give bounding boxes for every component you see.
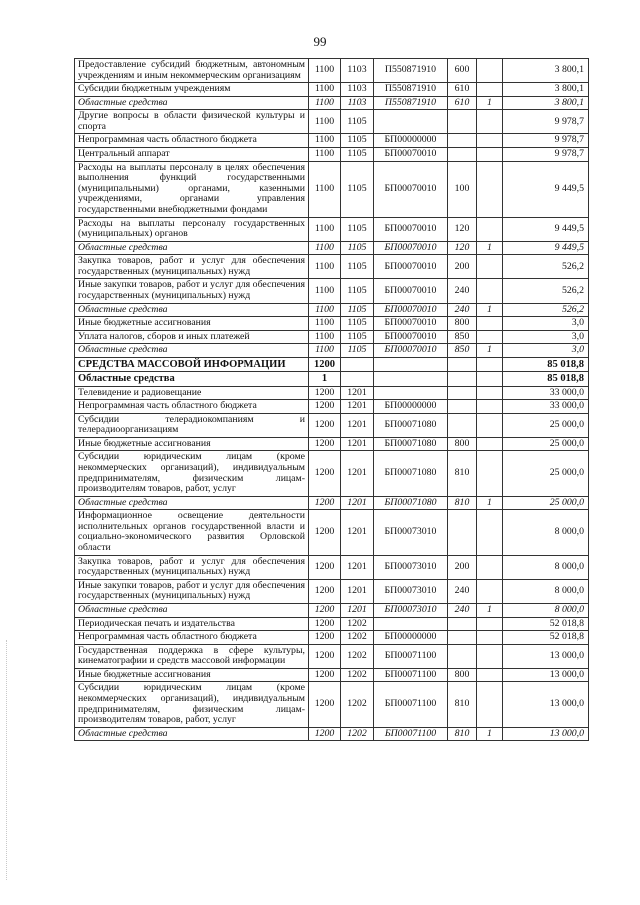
cell-funding-source xyxy=(477,330,503,344)
table-row xyxy=(75,386,589,400)
cell-expense-type: 610 xyxy=(448,96,477,110)
cell-section: 1200 xyxy=(309,603,341,617)
cell-amount: 526,2 xyxy=(503,279,589,303)
cell-target-item: БП00000000 xyxy=(374,134,448,148)
cell-section: 1100 xyxy=(309,110,341,134)
cell-name: Расходы на выплаты персоналу государственных (муниципальных) органов xyxy=(75,217,309,241)
cell-target-item: БП00070010 xyxy=(374,303,448,317)
cell-section: 1100 xyxy=(309,161,341,217)
cell-section: 1100 xyxy=(309,241,341,255)
cell-amount: 8 000,0 xyxy=(503,579,589,603)
cell-subsection: 1103 xyxy=(341,59,374,83)
cell-subsection: 1201 xyxy=(341,555,374,579)
cell-expense-type xyxy=(448,386,477,400)
cell-expense-type: 120 xyxy=(448,217,477,241)
cell-name: Областные средства xyxy=(75,344,309,358)
cell-funding-source: 1 xyxy=(477,344,503,358)
cell-funding-source xyxy=(477,437,503,451)
cell-funding-source xyxy=(477,644,503,668)
cell-expense-type xyxy=(448,413,477,437)
cell-name: Центральный аппарат xyxy=(75,148,309,162)
cell-subsection: 1105 xyxy=(341,279,374,303)
table-row xyxy=(75,510,589,555)
cell-name: Государственная поддержка в сфере культуры, кинематографии и средств массовой информации xyxy=(75,644,309,668)
cell-section: 1100 xyxy=(309,303,341,317)
cell-amount: 3,0 xyxy=(503,344,589,358)
cell-funding-source xyxy=(477,83,503,97)
cell-expense-type: 240 xyxy=(448,579,477,603)
cell-amount: 25 000,0 xyxy=(503,496,589,510)
cell-expense-type xyxy=(448,631,477,645)
table-row xyxy=(75,357,589,371)
table-row xyxy=(75,241,589,255)
cell-target-item: БП00071100 xyxy=(374,644,448,668)
cell-funding-source: 1 xyxy=(477,96,503,110)
cell-target-item: БП00071080 xyxy=(374,496,448,510)
cell-subsection: 1201 xyxy=(341,386,374,400)
table-row xyxy=(75,279,589,303)
cell-target-item: П550871910 xyxy=(374,83,448,97)
cell-amount: 9 978,7 xyxy=(503,134,589,148)
cell-target-item: БП00071080 xyxy=(374,451,448,496)
table-row xyxy=(75,317,589,331)
cell-amount: 8 000,0 xyxy=(503,603,589,617)
cell-name: Иные бюджетные ассигнования xyxy=(75,668,309,682)
cell-amount: 9 449,5 xyxy=(503,241,589,255)
cell-section: 1200 xyxy=(309,617,341,631)
cell-section: 1200 xyxy=(309,451,341,496)
cell-funding-source xyxy=(477,217,503,241)
cell-funding-source xyxy=(477,617,503,631)
cell-subsection: 1201 xyxy=(341,510,374,555)
cell-target-item: П550871910 xyxy=(374,96,448,110)
cell-funding-source xyxy=(477,372,503,386)
cell-funding-source: 1 xyxy=(477,727,503,741)
cell-subsection: 1202 xyxy=(341,682,374,727)
cell-expense-type: 810 xyxy=(448,451,477,496)
cell-target-item: БП00071100 xyxy=(374,668,448,682)
cell-name: Периодическая печать и издательства xyxy=(75,617,309,631)
cell-amount: 9 978,7 xyxy=(503,148,589,162)
table-row xyxy=(75,451,589,496)
cell-funding-source: 1 xyxy=(477,241,503,255)
cell-target-item: БП00071080 xyxy=(374,437,448,451)
cell-subsection: 1201 xyxy=(341,413,374,437)
table-row xyxy=(75,437,589,451)
cell-name: Уплата налогов, сборов и иных платежей xyxy=(75,330,309,344)
cell-section: 1200 xyxy=(309,727,341,741)
cell-funding-source xyxy=(477,400,503,414)
cell-section: 1200 xyxy=(309,668,341,682)
cell-section: 1100 xyxy=(309,83,341,97)
cell-name: Областные средства xyxy=(75,96,309,110)
cell-section: 1100 xyxy=(309,59,341,83)
cell-section: 1100 xyxy=(309,148,341,162)
cell-funding-source xyxy=(477,555,503,579)
cell-target-item: БП00000000 xyxy=(374,631,448,645)
cell-target-item: БП00073010 xyxy=(374,579,448,603)
cell-section: 1200 xyxy=(309,437,341,451)
cell-subsection: 1202 xyxy=(341,617,374,631)
budget-table xyxy=(74,58,589,741)
margin-dots xyxy=(6,640,9,880)
cell-name: Телевидение и радиовещание xyxy=(75,386,309,400)
cell-name: Иные закупки товаров, работ и услуг для обеспечения государственных (муниципальных) нужд xyxy=(75,279,309,303)
cell-subsection: 1201 xyxy=(341,437,374,451)
cell-target-item: БП00070010 xyxy=(374,161,448,217)
cell-expense-type xyxy=(448,357,477,371)
cell-amount: 8 000,0 xyxy=(503,555,589,579)
cell-funding-source xyxy=(477,255,503,279)
cell-target-item xyxy=(374,357,448,371)
cell-section: 1100 xyxy=(309,279,341,303)
cell-name: Предоставление субсидий бюджетным, автономным учреждениям и иным некоммерческим организациям xyxy=(75,59,309,83)
cell-name: СРЕДСТВА МАССОВОЙ ИНФОРМАЦИИ xyxy=(75,357,309,371)
cell-expense-type: 800 xyxy=(448,437,477,451)
cell-target-item: БП00073010 xyxy=(374,603,448,617)
cell-amount: 25 000,0 xyxy=(503,437,589,451)
cell-amount: 8 000,0 xyxy=(503,510,589,555)
cell-target-item: БП00071100 xyxy=(374,682,448,727)
cell-target-item: БП00000000 xyxy=(374,400,448,414)
cell-funding-source xyxy=(477,579,503,603)
cell-section: 1100 xyxy=(309,134,341,148)
cell-section: 1100 xyxy=(309,217,341,241)
cell-subsection: 1202 xyxy=(341,727,374,741)
cell-subsection: 1201 xyxy=(341,579,374,603)
cell-expense-type: 850 xyxy=(448,344,477,358)
cell-target-item: БП00070010 xyxy=(374,330,448,344)
cell-section: 1100 xyxy=(309,344,341,358)
table-row xyxy=(75,148,589,162)
cell-target-item xyxy=(374,386,448,400)
cell-target-item: БП00070010 xyxy=(374,279,448,303)
cell-subsection xyxy=(341,357,374,371)
cell-funding-source xyxy=(477,110,503,134)
cell-amount: 52 018,8 xyxy=(503,631,589,645)
cell-funding-source xyxy=(477,631,503,645)
table-row xyxy=(75,682,589,727)
cell-subsection: 1202 xyxy=(341,631,374,645)
cell-subsection: 1105 xyxy=(341,303,374,317)
cell-name: Субсидии телерадиокомпаниям и телерадиоорганизациям xyxy=(75,413,309,437)
cell-amount: 3 800,1 xyxy=(503,83,589,97)
table-row xyxy=(75,161,589,217)
cell-subsection: 1105 xyxy=(341,255,374,279)
cell-section: 1200 xyxy=(309,496,341,510)
cell-name: Субсидии юридическим лицам (кроме некоммерческих организаций), индивидуальным предпринимателям, физическим лицам-производителям товаров, работ, услуг xyxy=(75,682,309,727)
cell-name: Закупка товаров, работ и услуг для обеспечения государственных (муниципальных) нужд xyxy=(75,555,309,579)
cell-amount: 13 000,0 xyxy=(503,668,589,682)
cell-expense-type xyxy=(448,134,477,148)
cell-amount: 3,0 xyxy=(503,317,589,331)
cell-section: 1100 xyxy=(309,96,341,110)
cell-name: Расходы на выплаты персоналу в целях обеспечения выполнения функций государственными (муниципальными) органами, казенными учреждениями, органами управления государственными внебюджетными фондами xyxy=(75,161,309,217)
cell-expense-type: 810 xyxy=(448,496,477,510)
cell-expense-type: 100 xyxy=(448,161,477,217)
cell-funding-source xyxy=(477,59,503,83)
cell-subsection: 1103 xyxy=(341,96,374,110)
table-row xyxy=(75,372,589,386)
cell-expense-type: 600 xyxy=(448,59,477,83)
cell-funding-source xyxy=(477,510,503,555)
cell-expense-type xyxy=(448,400,477,414)
cell-amount: 33 000,0 xyxy=(503,400,589,414)
cell-funding-source xyxy=(477,682,503,727)
cell-name: Непрограммная часть областного бюджета xyxy=(75,631,309,645)
cell-funding-source: 1 xyxy=(477,496,503,510)
cell-name: Иные бюджетные ассигнования xyxy=(75,317,309,331)
cell-amount: 9 978,7 xyxy=(503,110,589,134)
cell-expense-type: 200 xyxy=(448,255,477,279)
cell-amount: 25 000,0 xyxy=(503,451,589,496)
cell-target-item: БП00070010 xyxy=(374,241,448,255)
cell-funding-source xyxy=(477,161,503,217)
cell-funding-source xyxy=(477,413,503,437)
cell-target-item xyxy=(374,372,448,386)
cell-section: 1200 xyxy=(309,644,341,668)
cell-subsection: 1105 xyxy=(341,148,374,162)
table-row xyxy=(75,83,589,97)
cell-section: 1100 xyxy=(309,255,341,279)
cell-expense-type: 810 xyxy=(448,682,477,727)
cell-subsection: 1201 xyxy=(341,400,374,414)
cell-name: Субсидии юридическим лицам (кроме некоммерческих организаций), индивидуальным предпринимателям, физическим лицам-производителям товаров, работ, услуг xyxy=(75,451,309,496)
cell-amount: 13 000,0 xyxy=(503,644,589,668)
table-row xyxy=(75,617,589,631)
table-row xyxy=(75,603,589,617)
cell-subsection xyxy=(341,372,374,386)
cell-subsection: 1105 xyxy=(341,344,374,358)
cell-subsection: 1201 xyxy=(341,451,374,496)
cell-funding-source xyxy=(477,668,503,682)
cell-amount: 13 000,0 xyxy=(503,727,589,741)
cell-target-item: БП00070010 xyxy=(374,217,448,241)
cell-expense-type: 240 xyxy=(448,303,477,317)
cell-amount: 85 018,8 xyxy=(503,372,589,386)
cell-expense-type: 240 xyxy=(448,603,477,617)
cell-expense-type xyxy=(448,510,477,555)
cell-expense-type xyxy=(448,617,477,631)
table-row xyxy=(75,579,589,603)
cell-name: Информационное освещение деятельности исполнительных органов государственной власти и социально-экономического развития Орловской области xyxy=(75,510,309,555)
cell-section: 1200 xyxy=(309,413,341,437)
table-row xyxy=(75,631,589,645)
cell-expense-type xyxy=(448,372,477,386)
cell-amount: 3 800,1 xyxy=(503,59,589,83)
cell-funding-source xyxy=(477,357,503,371)
cell-funding-source: 1 xyxy=(477,603,503,617)
cell-subsection: 1105 xyxy=(341,317,374,331)
cell-subsection: 1105 xyxy=(341,330,374,344)
cell-amount: 13 000,0 xyxy=(503,682,589,727)
cell-name: Непрограммная часть областного бюджета xyxy=(75,400,309,414)
cell-amount: 9 449,5 xyxy=(503,161,589,217)
cell-amount: 3 800,1 xyxy=(503,96,589,110)
cell-expense-type xyxy=(448,644,477,668)
cell-target-item: БП00073010 xyxy=(374,510,448,555)
cell-amount: 33 000,0 xyxy=(503,386,589,400)
cell-target-item: БП00070010 xyxy=(374,344,448,358)
cell-expense-type: 800 xyxy=(448,317,477,331)
cell-name: Областные средства xyxy=(75,727,309,741)
cell-name: Областные средства xyxy=(75,303,309,317)
cell-name: Областные средства xyxy=(75,603,309,617)
table-row xyxy=(75,217,589,241)
cell-section: 1200 xyxy=(309,357,341,371)
cell-target-item: БП00070010 xyxy=(374,317,448,331)
cell-name: Другие вопросы в области физической культуры и спорта xyxy=(75,110,309,134)
table-row xyxy=(75,255,589,279)
cell-name: Закупка товаров, работ и услуг для обеспечения государственных (муниципальных) нужд xyxy=(75,255,309,279)
cell-amount: 3,0 xyxy=(503,330,589,344)
cell-subsection: 1201 xyxy=(341,603,374,617)
cell-target-item: БП00070010 xyxy=(374,255,448,279)
table-row xyxy=(75,110,589,134)
cell-subsection: 1201 xyxy=(341,496,374,510)
cell-section: 1100 xyxy=(309,317,341,331)
cell-target-item: БП00071100 xyxy=(374,727,448,741)
cell-section: 1200 xyxy=(309,682,341,727)
cell-subsection: 1202 xyxy=(341,668,374,682)
table-row xyxy=(75,496,589,510)
table-row xyxy=(75,344,589,358)
cell-expense-type: 800 xyxy=(448,668,477,682)
cell-funding-source xyxy=(477,386,503,400)
cell-funding-source: 1 xyxy=(477,303,503,317)
cell-section: 1200 xyxy=(309,631,341,645)
cell-target-item: БП00070010 xyxy=(374,148,448,162)
cell-expense-type: 810 xyxy=(448,727,477,741)
cell-expense-type: 120 xyxy=(448,241,477,255)
cell-expense-type xyxy=(448,110,477,134)
table-row xyxy=(75,59,589,83)
cell-name: Непрограммная часть областного бюджета xyxy=(75,134,309,148)
cell-funding-source xyxy=(477,134,503,148)
cell-section: 1200 xyxy=(309,579,341,603)
cell-subsection: 1105 xyxy=(341,217,374,241)
cell-name: Иные бюджетные ассигнования xyxy=(75,437,309,451)
cell-section: 1200 xyxy=(309,400,341,414)
cell-subsection: 1105 xyxy=(341,241,374,255)
cell-expense-type: 610 xyxy=(448,83,477,97)
cell-amount: 526,2 xyxy=(503,303,589,317)
cell-amount: 9 449,5 xyxy=(503,217,589,241)
cell-name: Областные средства xyxy=(75,372,309,386)
cell-target-item xyxy=(374,110,448,134)
cell-subsection: 1105 xyxy=(341,134,374,148)
cell-name: Субсидии бюджетным учреждениям xyxy=(75,83,309,97)
cell-amount: 25 000,0 xyxy=(503,413,589,437)
cell-name: Иные закупки товаров, работ и услуг для обеспечения государственных (муниципальных) нужд xyxy=(75,579,309,603)
table-row xyxy=(75,303,589,317)
cell-section: 1200 xyxy=(309,510,341,555)
cell-section: 1200 xyxy=(309,386,341,400)
table-row xyxy=(75,555,589,579)
cell-target-item: БП00071080 xyxy=(374,413,448,437)
cell-target-item: П550871910 xyxy=(374,59,448,83)
table-row xyxy=(75,413,589,437)
cell-amount: 85 018,8 xyxy=(503,357,589,371)
page-number: 99 xyxy=(313,34,327,49)
cell-amount: 52 018,8 xyxy=(503,617,589,631)
cell-expense-type xyxy=(448,148,477,162)
cell-target-item: БП00073010 xyxy=(374,555,448,579)
table-row xyxy=(75,644,589,668)
cell-funding-source xyxy=(477,451,503,496)
table-row xyxy=(75,727,589,741)
cell-funding-source xyxy=(477,148,503,162)
cell-subsection: 1103 xyxy=(341,83,374,97)
cell-expense-type: 200 xyxy=(448,555,477,579)
table-row xyxy=(75,134,589,148)
cell-expense-type: 850 xyxy=(448,330,477,344)
cell-subsection: 1202 xyxy=(341,644,374,668)
cell-funding-source xyxy=(477,317,503,331)
cell-expense-type: 240 xyxy=(448,279,477,303)
cell-subsection: 1105 xyxy=(341,161,374,217)
table-row xyxy=(75,330,589,344)
cell-target-item xyxy=(374,617,448,631)
table-row xyxy=(75,96,589,110)
cell-section: 1200 xyxy=(309,555,341,579)
cell-name: Областные средства xyxy=(75,241,309,255)
cell-amount: 526,2 xyxy=(503,255,589,279)
cell-subsection: 1105 xyxy=(341,110,374,134)
cell-section: 1100 xyxy=(309,330,341,344)
cell-name: Областные средства xyxy=(75,496,309,510)
cell-funding-source xyxy=(477,279,503,303)
table-body xyxy=(75,59,589,741)
table-row xyxy=(75,400,589,414)
cell-section: 1 xyxy=(309,372,341,386)
table-row xyxy=(75,668,589,682)
